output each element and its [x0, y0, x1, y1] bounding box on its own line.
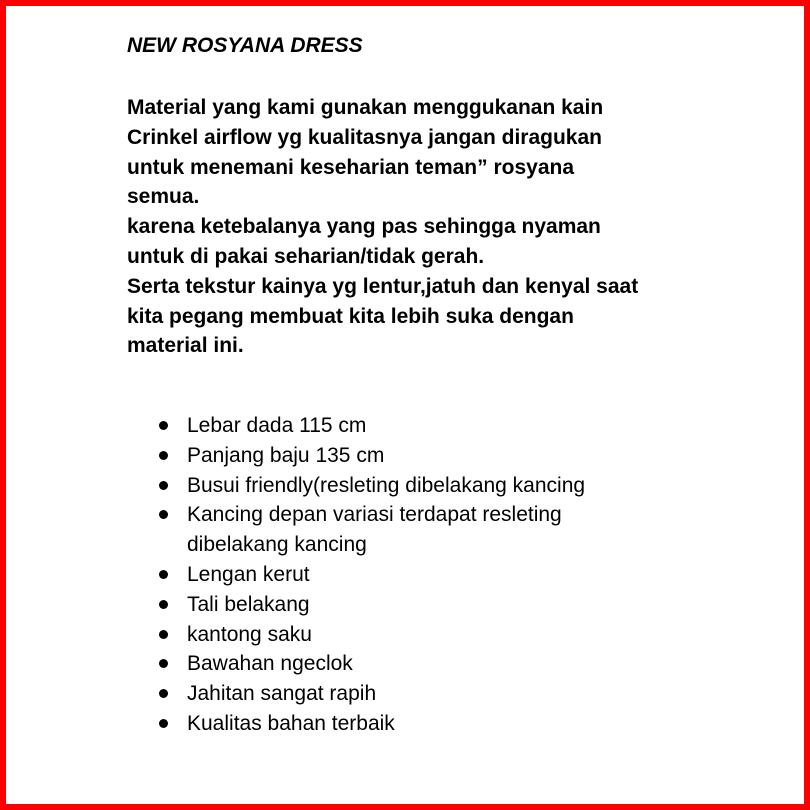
bullet-icon — [159, 600, 168, 609]
feature-item — [158, 590, 718, 620]
bullet-icon — [159, 689, 168, 698]
feature-item — [158, 620, 718, 650]
description-line: untuk menemani keseharian teman” rosyana — [127, 155, 574, 179]
feature-item — [158, 441, 718, 471]
feature-text: Panjang baju 135 cm — [187, 443, 385, 467]
description-line: kita pegang membuat kita lebih suka dengan — [127, 304, 574, 328]
description-line: Material yang kami gunakan menggukanan kain — [127, 96, 604, 119]
feature-text: Lengan kerut — [187, 562, 310, 586]
bullet-icon — [159, 570, 168, 579]
feature-text: Lebar dada 115 cm — [187, 414, 367, 437]
description-line: material ini. — [127, 334, 244, 358]
feature-item — [158, 471, 718, 501]
description-line: Serta tekstur kainya yg lentur,jatuh dan kenyal saat — [127, 274, 639, 298]
feature-text: Busui friendly(resleting dibelakang kancing — [187, 473, 586, 497]
product-content — [127, 33, 767, 361]
bullet-icon — [159, 510, 168, 519]
bullet-icon — [159, 659, 168, 668]
feature-item — [158, 679, 718, 709]
feature-text: Kancing depan variasi terdapat resleting — [187, 503, 562, 527]
bullet-icon — [159, 630, 168, 639]
bullet-icon — [159, 719, 168, 728]
feature-item — [158, 709, 718, 739]
description-line: Crinkel airflow yg kualitasnya jangan diragukan — [127, 125, 602, 149]
feature-text: Kualitas bahan terbaik — [187, 711, 395, 735]
description-line: semua. — [127, 185, 200, 209]
bullet-icon — [159, 421, 168, 430]
feature-item — [158, 411, 718, 441]
feature-text: Tali belakang — [187, 592, 310, 616]
feature-item — [158, 649, 718, 679]
product-title: NEW ROSYANA DRESS — [127, 34, 363, 57]
feature-text: kantong saku — [187, 622, 312, 646]
description-line: karena ketebalanya yang pas sehingga nyaman — [127, 215, 601, 239]
feature-item — [158, 560, 718, 590]
product-description — [127, 93, 767, 361]
description-line: untuk di pakai seharian/tidak gerah. — [127, 244, 485, 268]
bullet-icon — [159, 451, 168, 460]
feature-text-continued: dibelakang kancing — [187, 533, 367, 557]
feature-item — [158, 500, 718, 560]
feature-text: Jahitan sangat rapih — [187, 682, 377, 706]
feature-text: Bawahan ngeclok — [187, 652, 353, 676]
bullet-icon — [159, 481, 168, 490]
feature-list — [158, 411, 718, 739]
